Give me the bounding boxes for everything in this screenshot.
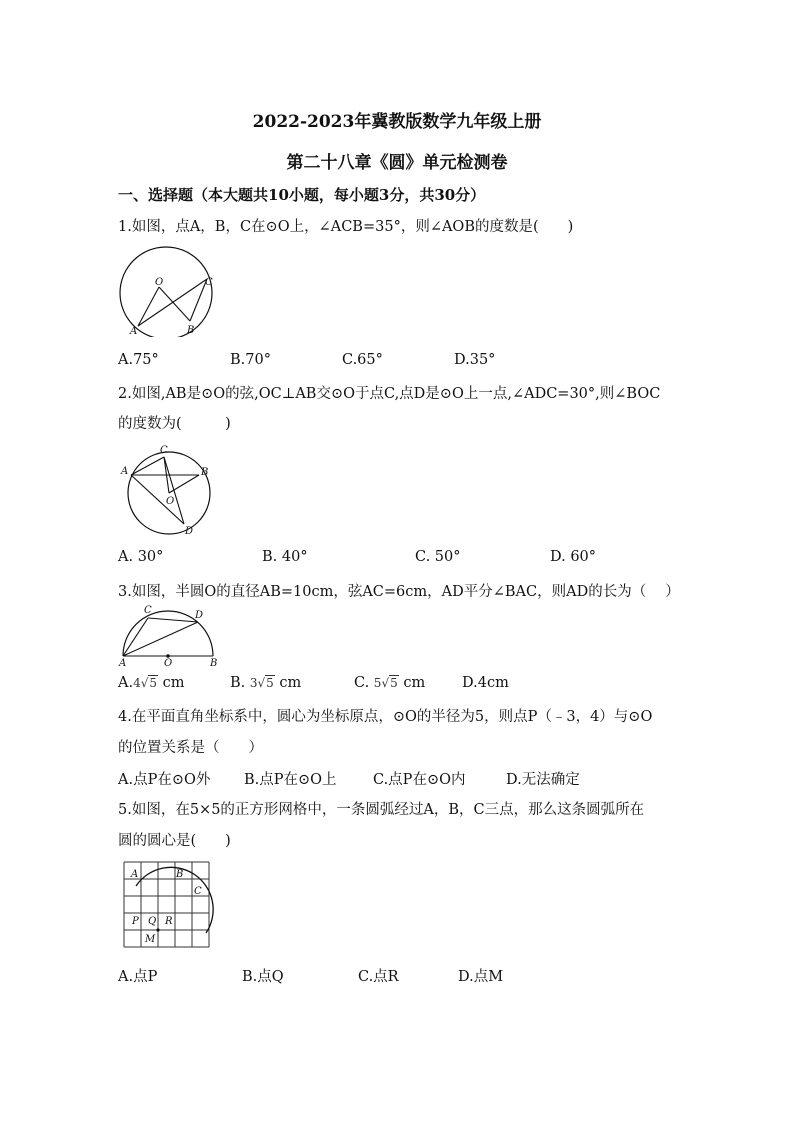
q4-option-c[interactable]: C.点P在⊙O内 [373,772,466,788]
q3-label-c: C [144,605,152,616]
q2-stem-2: 的度数为( ) [118,416,231,432]
q2-label-d: D [185,526,194,537]
q3-option-b-coef: 3 [249,676,258,690]
q5-option-a[interactable]: A.点P [118,969,158,985]
q1-option-b[interactable]: B.70° [230,352,271,368]
q1-option-a[interactable]: A.75° [118,352,159,368]
q3-label-a: A [119,658,127,668]
q3-option-b-radical: 3√5 [249,676,274,690]
q3-option-a-unit: cm [162,675,185,691]
q3-option-c-unit: cm [403,675,426,691]
q3-option-d[interactable]: D.4cm [462,675,509,691]
q3-option-b[interactable] [230,675,301,691]
q1-label-o: O [155,277,164,288]
q4-option-a[interactable]: A.点P在⊙O外 [118,772,211,788]
q3-option-c[interactable] [354,675,425,691]
q5-label-c: C [194,886,202,897]
q4-stem-1: 4.在平面直角坐标系中，圆心为坐标原点，⊙O的半径为5，则点P（﹣3，4）与⊙O [118,709,653,725]
q2-label-a: A [121,466,129,477]
q3-label-d: D [195,610,204,621]
q2-option-a[interactable]: A. 30° [118,549,164,565]
q5-option-b[interactable]: B.点Q [242,969,284,985]
q1-option-c[interactable]: C.65° [342,352,383,368]
q2-label-b: B [201,467,209,478]
q2-label-o: O [166,496,175,507]
q3-option-c-radicand: 5 [390,676,398,690]
q3-option-a-radical: 4√5 [133,676,158,690]
q5-label-q: Q [148,916,157,927]
q1-option-d[interactable]: D.35° [454,352,496,368]
q3-option-a[interactable] [118,675,185,691]
q2-figure [118,442,218,538]
q3-option-b-radicand: 5 [266,676,274,690]
q5-label-b: B [176,869,184,880]
q4-option-b[interactable]: B.点P在⊙O上 [244,772,337,788]
q2-option-b[interactable]: B. 40° [262,549,308,565]
q2-label-c: C [160,445,168,456]
q3-label-b: B [210,658,218,668]
q3-option-b-letter: B. [230,675,246,691]
q2-stem-1: 2.如图,AB是⊙O的弦,OC⊥AB交⊙O于点C,点D是⊙O上一点,∠ADC=30°,则∠BOC [118,386,661,402]
title-line-2: 第二十八章《圆》单元检测卷 [286,153,508,173]
q5-label-r: R [165,916,173,927]
section-heading: 一、选择题（本大题共10小题，每小题3分，共30分） [118,186,486,204]
q5-label-p: P [132,916,139,927]
q1-label-b: B [187,325,195,336]
q5-label-m: M [145,934,156,945]
q4-stem-2: 的位置关系是（ ） [118,740,263,756]
q3-option-c-letter: C. [354,675,370,691]
q2-option-c[interactable]: C. 50° [415,549,461,565]
q4-option-d[interactable]: D.无法确定 [506,772,580,788]
q3-option-c-radical: 5√5 [373,676,398,690]
q3-figure [116,604,220,668]
q3-label-o: O [164,658,173,668]
q3-option-b-unit: cm [279,675,302,691]
q3-option-a-radicand: 5 [149,676,158,690]
q5-option-d[interactable]: D.点M [458,969,504,985]
q1-figure [116,245,220,337]
q5-figure [120,858,216,952]
title-line-1: 2022-2023年冀教版数学九年级上册 [252,112,542,132]
q5-option-c[interactable]: C.点R [358,969,399,985]
q5-stem-1: 5.如图，在5×5的正方形网格中，一条圆弧经过A，B，C三点，那么这条圆弧所在 [118,802,645,818]
q1-label-a: A [130,326,138,337]
q1-stem: 1.如图，点A，B，C在⊙O上，∠ACB=35°，则∠AOB的度数是( ) [118,219,574,235]
q3-option-a-letter: A. [118,675,134,691]
q2-option-d[interactable]: D. 60° [550,549,597,565]
q3-option-c-coef: 5 [373,676,382,690]
q3-option-a-coef: 4 [133,676,141,690]
q1-label-c: C [205,277,213,288]
q3-stem: 3.如图，半圆O的直径AB=10cm，弦AC=6cm，AD平分∠BAC，则AD的长为（ ） [118,584,680,600]
q5-stem-2: 圆的圆心是( ) [118,833,231,849]
q5-label-a: A [131,869,139,880]
